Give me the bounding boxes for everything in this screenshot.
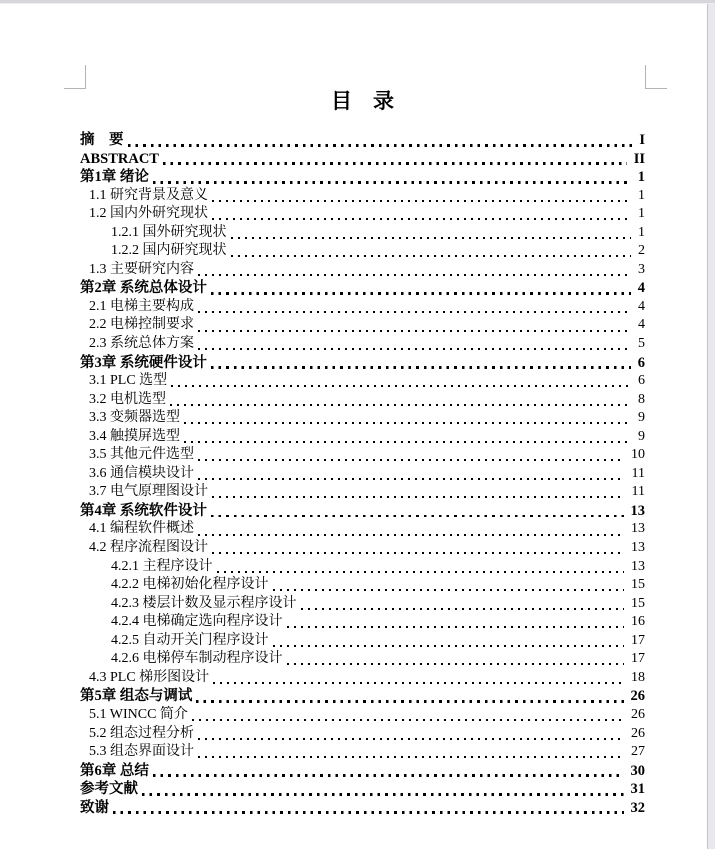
toc-entry-label: 4.2.3 楼层计数及显示程序设计 xyxy=(111,595,297,611)
toc-page-number: 13 xyxy=(631,558,645,574)
toc-dot-leader xyxy=(128,131,633,150)
toc-entry-label: 4.1 编程软件概述 xyxy=(89,521,194,537)
toc-entry[interactable] xyxy=(80,483,645,502)
toc-entry[interactable] xyxy=(80,205,645,224)
toc-dot-leader xyxy=(153,762,624,781)
toc-entry-label: 5.1 WINCC 简介 xyxy=(89,706,188,722)
toc-entry[interactable] xyxy=(80,669,645,688)
toc-entry[interactable] xyxy=(80,298,645,317)
toc-entry[interactable] xyxy=(80,391,645,410)
toc-entry[interactable] xyxy=(80,595,645,614)
toc-title: 目 录 xyxy=(331,89,394,113)
toc-entry-label: 1.2.2 国内研究现状 xyxy=(111,243,227,259)
toc-dot-leader xyxy=(184,428,631,447)
toc-page-number: 2 xyxy=(638,243,645,259)
toc-entry[interactable] xyxy=(80,168,645,187)
toc-entry[interactable] xyxy=(80,706,645,725)
toc-dot-leader xyxy=(198,743,624,762)
toc-dot-leader xyxy=(287,650,625,669)
toc-page-number: 1 xyxy=(637,169,645,186)
toc-page-number: II xyxy=(633,150,645,167)
toc-entry-label: 4.2.4 电梯确定选向程序设计 xyxy=(111,614,283,630)
toc-entry-label: 1.1 研究背景及意义 xyxy=(89,187,208,203)
toc-entry[interactable] xyxy=(80,558,645,577)
toc-entry[interactable] xyxy=(80,650,645,669)
app-background-right xyxy=(707,4,715,849)
toc-page-number: 18 xyxy=(631,669,645,685)
toc-entry[interactable] xyxy=(80,465,645,484)
toc-entry-label: 1.2.1 国外研究现状 xyxy=(111,224,227,240)
toc-entry-label: 第6章 总结 xyxy=(80,762,149,779)
toc-page-number: 9 xyxy=(638,428,645,444)
toc-entry-label: 4.2 程序流程图设计 xyxy=(89,540,208,556)
toc-page-number: 1 xyxy=(638,187,645,203)
toc-entry-label: 3.1 PLC 选型 xyxy=(89,373,168,389)
toc-entry[interactable] xyxy=(80,131,645,150)
toc-dot-leader xyxy=(198,446,624,465)
toc-page-number: 26 xyxy=(631,706,645,722)
toc-dot-leader xyxy=(163,150,627,169)
toc-page-number: 3 xyxy=(638,261,645,277)
toc-entry-label: 1.2 国内外研究现状 xyxy=(89,206,208,222)
toc-entry-label: 第3章 系统硬件设计 xyxy=(80,354,207,371)
toc-dot-leader xyxy=(184,409,631,428)
toc-dot-leader xyxy=(211,354,631,373)
toc-dot-leader xyxy=(198,316,631,335)
toc-entry[interactable] xyxy=(80,279,645,298)
toc-page-number: 13 xyxy=(631,521,645,537)
toc-entry-label: 3.6 通信模块设计 xyxy=(89,465,194,481)
toc-dot-leader xyxy=(211,502,624,521)
toc-page-number: 1 xyxy=(638,224,645,240)
toc-dot-leader xyxy=(212,539,624,558)
toc-page-number: 9 xyxy=(638,410,645,426)
toc-dot-leader xyxy=(170,391,631,410)
toc-entry-label: 4.2.6 电梯停车制动程序设计 xyxy=(111,651,283,667)
toc-dot-leader xyxy=(273,632,625,651)
toc-page-number: 32 xyxy=(630,799,645,816)
toc-page-number: 11 xyxy=(631,465,645,481)
toc-dot-leader xyxy=(142,780,624,799)
toc-page-number: 27 xyxy=(631,744,645,760)
toc-page-number: 11 xyxy=(631,484,645,500)
toc-entry[interactable] xyxy=(80,187,645,206)
toc-dot-leader xyxy=(213,669,624,688)
toc-entry-label: 5.3 组态界面设计 xyxy=(89,744,194,760)
toc-entry-label: 第4章 系统软件设计 xyxy=(80,502,207,519)
toc-entry-label: 2.1 电梯主要构成 xyxy=(89,298,194,314)
toc-dot-leader xyxy=(273,576,625,595)
toc-page-number: 30 xyxy=(630,762,645,779)
toc-entry[interactable] xyxy=(80,539,645,558)
page-margin-mark-top-right xyxy=(645,65,667,89)
toc-dot-leader xyxy=(196,687,623,706)
toc-entry[interactable] xyxy=(80,261,645,280)
toc-entry[interactable] xyxy=(80,725,645,744)
toc-entry-label: 2.3 系统总体方案 xyxy=(89,336,194,352)
toc-dot-leader xyxy=(171,372,631,391)
toc-page-number: 26 xyxy=(630,688,645,705)
toc-dot-leader xyxy=(211,279,631,298)
toc-entry[interactable] xyxy=(80,372,645,391)
toc-entry-label: 4.2.1 主程序设计 xyxy=(111,558,213,574)
toc-entry-label: 3.7 电气原理图设计 xyxy=(89,484,208,500)
toc-entry[interactable] xyxy=(80,687,645,706)
toc-dot-leader xyxy=(212,187,631,206)
toc-page-number: 31 xyxy=(630,781,645,798)
toc-dot-leader xyxy=(198,261,631,280)
toc-dot-leader xyxy=(212,205,631,224)
toc-entry-label: 2.2 电梯控制要求 xyxy=(89,317,194,333)
toc-dot-leader xyxy=(231,224,632,243)
toc-dot-leader xyxy=(153,168,631,187)
toc-entry[interactable] xyxy=(80,780,645,799)
toc-entry-label: 3.4 触摸屏选型 xyxy=(89,428,180,444)
toc-page-number: 4 xyxy=(637,280,645,297)
toc-dot-leader xyxy=(301,595,625,614)
toc-page-number: 15 xyxy=(631,577,645,593)
toc-entry-label: 参考文献 xyxy=(80,781,138,798)
toc-dot-leader xyxy=(231,242,632,261)
toc-entry-label: 3.5 其他元件选型 xyxy=(89,447,194,463)
toc-entry-label: 致谢 xyxy=(80,799,109,816)
toc-page-number: 6 xyxy=(637,354,645,371)
toc-entry-label: 摘 要 xyxy=(80,132,124,148)
toc-entry[interactable] xyxy=(80,576,645,595)
toc-entry-label: 第5章 组态与调试 xyxy=(80,688,193,705)
toc-dot-leader xyxy=(198,298,631,317)
toc-dot-leader xyxy=(113,799,624,818)
toc-page-number: 26 xyxy=(631,725,645,741)
toc-page-number: 17 xyxy=(631,651,645,667)
toc-dot-leader xyxy=(198,335,631,354)
toc-dot-leader xyxy=(192,706,624,725)
toc-entry[interactable] xyxy=(80,335,645,354)
toc-entry[interactable] xyxy=(80,743,645,762)
toc-entry[interactable] xyxy=(80,632,645,651)
toc-dot-leader xyxy=(217,558,625,577)
toc-dot-leader xyxy=(198,465,625,484)
toc-entry-label: 4.2.5 自动开关门程序设计 xyxy=(111,632,269,648)
toc-entry-label: 4.3 PLC 梯形图设计 xyxy=(89,669,210,685)
toc-dot-leader xyxy=(198,520,624,539)
toc-page-number: I xyxy=(639,132,645,148)
toc-page-number: 13 xyxy=(630,502,645,519)
toc-entry[interactable] xyxy=(80,520,645,539)
toc-list xyxy=(80,131,645,817)
toc-page-number: 13 xyxy=(631,540,645,556)
toc-entry[interactable] xyxy=(80,428,645,447)
toc-dot-leader xyxy=(212,483,625,502)
toc-page-number: 5 xyxy=(638,336,645,352)
toc-entry-label: 第1章 绪论 xyxy=(80,169,149,186)
toc-entry[interactable] xyxy=(80,224,645,243)
toc-entry[interactable] xyxy=(80,762,645,781)
toc-entry-label: 4.2.2 电梯初始化程序设计 xyxy=(111,577,269,593)
toc-page-number: 17 xyxy=(631,632,645,648)
toc-entry[interactable] xyxy=(80,446,645,465)
toc-dot-leader xyxy=(198,725,624,744)
toc-entry[interactable] xyxy=(80,316,645,335)
toc-entry[interactable] xyxy=(80,799,645,818)
toc-entry[interactable] xyxy=(80,150,645,169)
toc-entry[interactable] xyxy=(80,613,645,632)
toc-entry-label: 3.2 电机选型 xyxy=(89,391,166,407)
toc-entry[interactable] xyxy=(80,409,645,428)
toc-page-number: 16 xyxy=(631,614,645,630)
toc-entry[interactable] xyxy=(80,242,645,261)
toc-page-number: 4 xyxy=(638,298,645,314)
toc-entry[interactable] xyxy=(80,502,645,521)
toc-page-number: 8 xyxy=(638,391,645,407)
toc-entry-label: 5.2 组态过程分析 xyxy=(89,725,194,741)
toc-entry[interactable] xyxy=(80,354,645,373)
toc-page-number: 10 xyxy=(631,447,645,463)
toc-page-number: 6 xyxy=(638,373,645,389)
toc-dot-leader xyxy=(287,613,625,632)
app-top-edge xyxy=(0,0,715,4)
toc-entry-label: 3.3 变频器选型 xyxy=(89,410,180,426)
toc-entry-label: ABSTRACT xyxy=(80,150,159,167)
toc-entry-label: 第2章 系统总体设计 xyxy=(80,280,207,297)
toc-page-number: 4 xyxy=(638,317,645,333)
toc-page-number: 1 xyxy=(638,206,645,222)
toc-page-number: 15 xyxy=(631,595,645,611)
toc-entry-label: 1.3 主要研究内容 xyxy=(89,261,194,277)
